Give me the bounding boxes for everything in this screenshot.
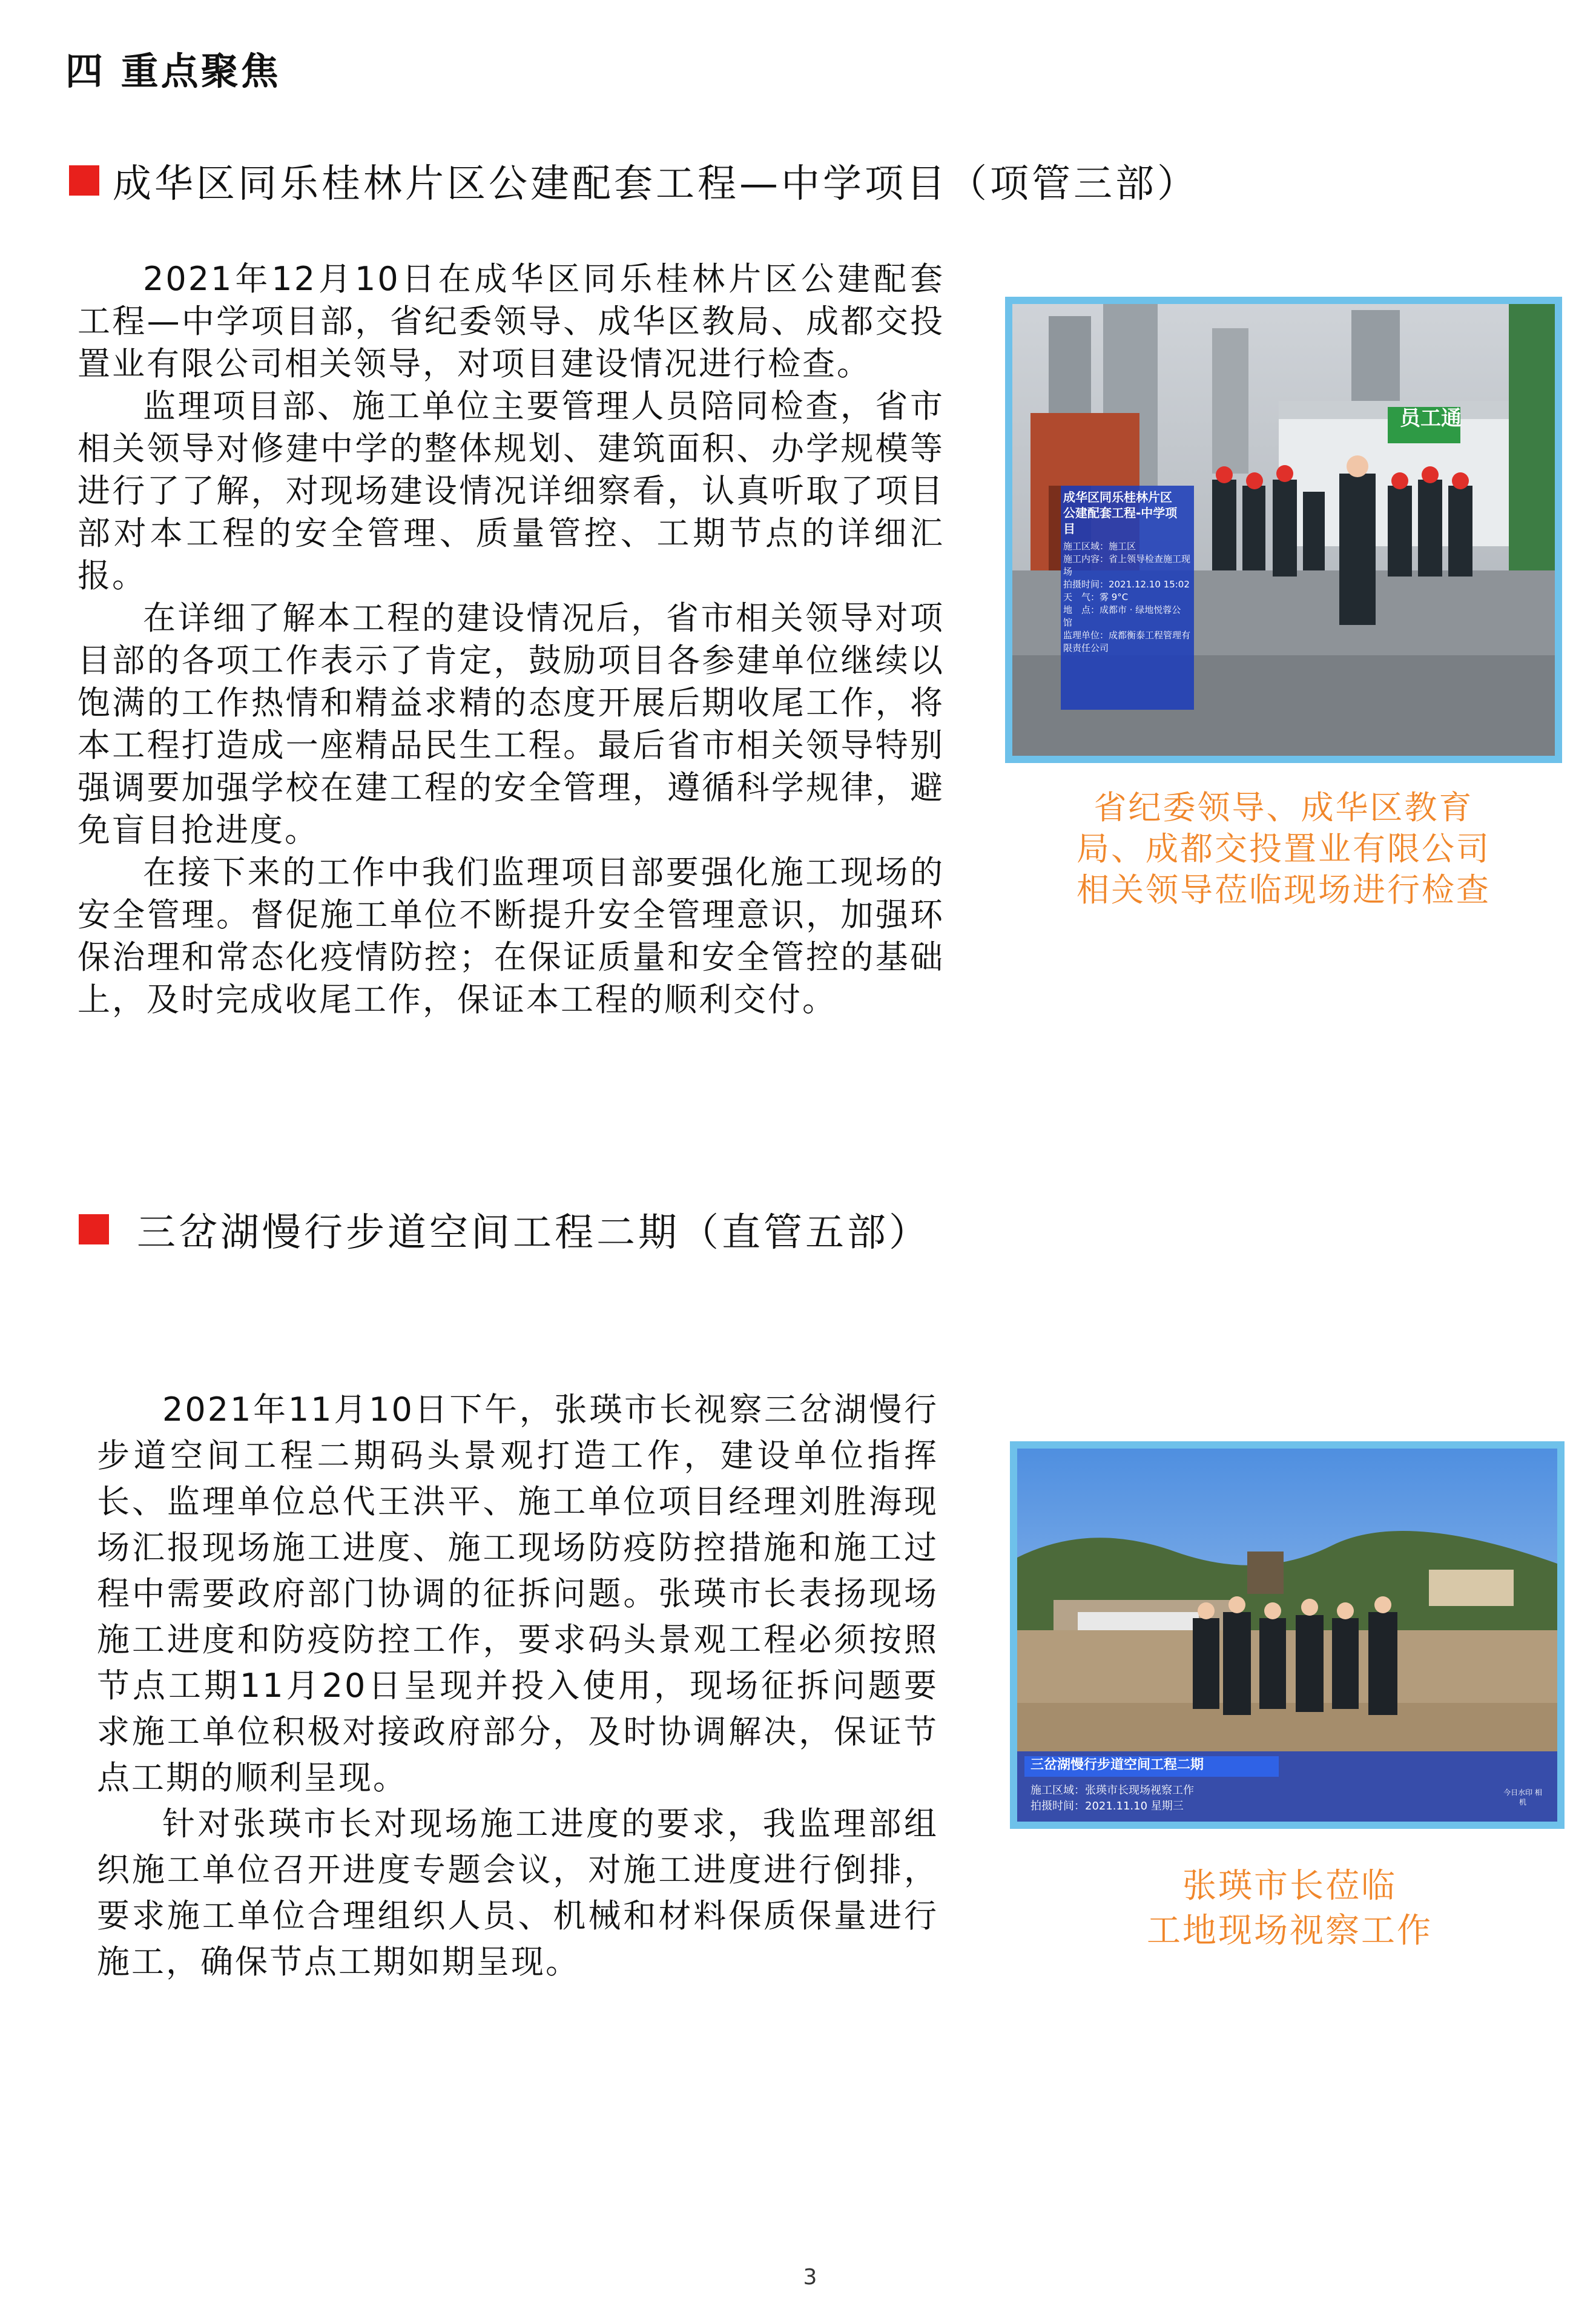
watermark-row: 施工区域：张瑛市长现场视察工作	[1030, 1784, 1194, 1797]
site-sign-text: 员工通	[1400, 406, 1462, 431]
watermark-title: 目	[1063, 521, 1075, 536]
inspection-photo	[1012, 304, 1555, 756]
article2-paragraph: 2021年11月10日下午，张瑛市长视察三岔湖慢行步道空间工程二期码头景观打造工作，建设单位指挥长、监理单位总代王洪平、施工单位项目经理刘胜海现场汇报现场施工进度、施工现场防疫防控措施和施工过程中需要政府部门协调的征拆问题。张瑛市长表扬现场施工进度和防疫防控工作，要求码头景观工程必须按照节点工期11月20日呈现并投入使用，现场征拆问题要求施工单位积极对接政府部分，及时协调解决，保证节点工期的顺利呈现。	[97, 1390, 938, 1797]
watermark-title: 成华区同乐桂林片区	[1063, 490, 1172, 504]
watermark-row: 限责任公司	[1063, 643, 1109, 653]
article2-body	[97, 1387, 938, 1985]
watermark-row: 天 气：雾 9°C	[1063, 592, 1129, 603]
caption-line: 相关领导莅临现场进行检查	[1077, 871, 1491, 909]
article1-paragraph: 在详细了解本工程的建设情况后，省市相关领导对项目部的各项工作表示了肯定，鼓励项目各参建单位继续以饱满的工作热情和精益求精的态度开展后期收尾工作，将本工程打造成一座精品民生工程。最后省市相关领导特别强调要加强学校在建工程的安全管理，遵循科学规律，避免盲目抢进度。	[77, 599, 945, 849]
watermark-row: 场	[1063, 566, 1073, 577]
red-square-bullet-icon	[79, 1214, 109, 1244]
caption-line: 局、成都交投置业有限公司	[1077, 830, 1491, 868]
caption-line: 张瑛市长莅临	[1182, 1866, 1397, 1906]
watermark-row: 监理单位：成都衡泰工程管理有	[1063, 630, 1191, 641]
article2-photo	[1010, 1441, 1565, 1829]
section-title: 四 重点聚焦	[65, 49, 281, 93]
inspection-photo	[1017, 1449, 1557, 1822]
article1-photo-caption	[993, 787, 1574, 911]
article1-photo	[1005, 297, 1562, 763]
watermark-row: 施工内容：省上领导检查施工现	[1063, 554, 1191, 564]
caption-line: 省纪委领导、成华区教育	[1093, 788, 1474, 827]
article2-photo-caption	[1017, 1864, 1562, 1954]
watermark-row: 拍摄时间：2021.12.10 15:02	[1063, 579, 1190, 590]
watermark-title: 公建配套工程-中学项	[1063, 506, 1178, 520]
watermark-row: 馆	[1063, 617, 1073, 628]
watermark-row: 拍摄时间：2021.11.10 星期三	[1030, 1800, 1184, 1813]
page-number: 3	[803, 2265, 817, 2290]
watermark-banner: 三岔湖慢行步道空间工程二期	[1030, 1757, 1204, 1773]
article1-paragraph: 在接下来的工作中我们监理项目部要强化施工现场的安全管理。督促施工单位不断提升安全管理意识，加强环保治理和常态化疫情防控；在保证质量和安全管控的基础上，及时完成收尾工作，保证本工程的顺利交付。	[77, 853, 945, 1019]
article1-paragraph: 2021年12月10日在成华区同乐桂林片区公建配套工程—中学项目部，省纪委领导、成华区教局、成都交投置业有限公司相关领导，对项目建设情况进行检查。	[77, 260, 945, 383]
article2-paragraph: 针对张瑛市长对现场施工进度的要求，我监理部组织施工单位召开进度专题会议，对施工进度进行倒排，要求施工单位合理组织人员、机械和材料保质保量进行施工，确保节点工期如期呈现。	[97, 1805, 938, 1981]
watermark-row: 地 点：成都市 · 绿地悦蓉公	[1063, 604, 1181, 615]
article2-heading	[79, 1201, 931, 1257]
article2-heading-text: 三岔湖慢行步道空间工程二期（直管五部）	[137, 1211, 931, 1255]
camera-badge: 今日水印 相机	[1503, 1788, 1542, 1806]
caption-line: 工地现场视察工作	[1147, 1911, 1433, 1951]
article1-body	[77, 258, 945, 1021]
article1-paragraph: 监理项目部、施工单位主要管理人员陪同检查，省市相关领导对修建中学的整体规划、建筑面积、办学规模等进行了了解，对现场建设情况详细察看，认真听取了项目部对本工程的安全管理、质量管控、工期节点的详细汇报。	[77, 387, 945, 595]
photo-watermark-card	[1063, 489, 1190, 655]
article1-heading-text: 成华区同乐桂林片区公建配套工程—中学项目（项管三部）	[113, 162, 1199, 207]
watermark-row: 施工区域：施工区	[1063, 541, 1136, 552]
red-square-bullet-icon	[69, 165, 99, 196]
article1-heading	[69, 153, 1199, 208]
